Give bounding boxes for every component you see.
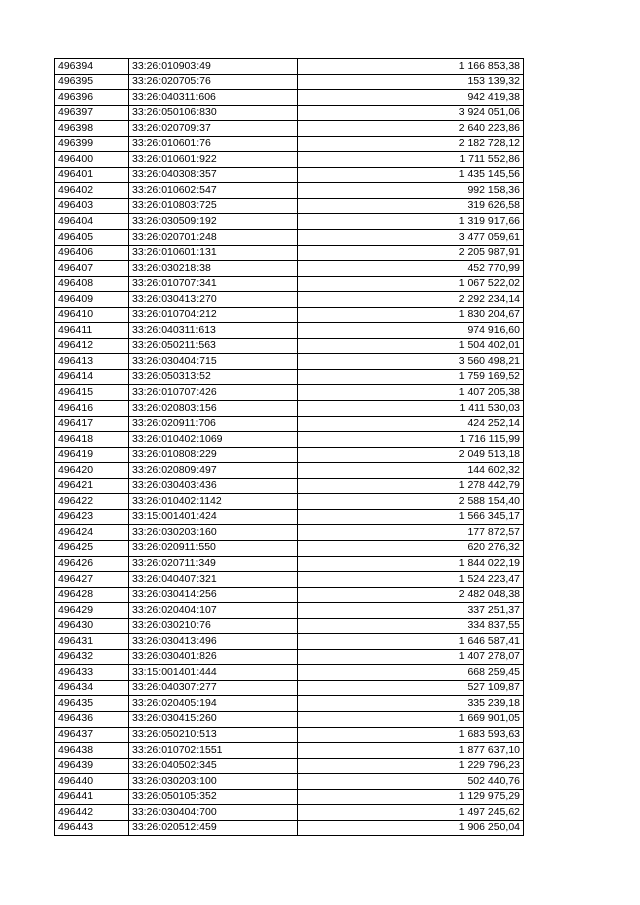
cadastral-number-cell: 33:26:050313:52 — [129, 369, 298, 385]
cadastral-value-cell: 527 109,87 — [298, 680, 524, 696]
row-number-cell: 496410 — [55, 307, 129, 323]
table-row — [55, 74, 524, 90]
table-row — [55, 121, 524, 137]
cadastral-value-cell: 974 916,60 — [298, 323, 524, 339]
table-row — [55, 680, 524, 696]
cadastral-number-cell: 33:26:030404:715 — [129, 354, 298, 370]
cadastral-value-cell: 2 588 154,40 — [298, 494, 524, 510]
table-row — [55, 789, 524, 805]
cadastral-number-cell: 33:26:010601:76 — [129, 136, 298, 152]
row-number-cell: 496442 — [55, 805, 129, 821]
cadastral-value-cell: 1 524 223,47 — [298, 572, 524, 588]
cadastral-value-cell: 1 906 250,04 — [298, 820, 524, 836]
table-row — [55, 323, 524, 339]
table-row — [55, 727, 524, 743]
row-number-cell: 496413 — [55, 354, 129, 370]
cadastral-number-cell: 33:26:050106:830 — [129, 105, 298, 121]
table-row — [55, 432, 524, 448]
cadastral-number-cell: 33:26:020404:107 — [129, 603, 298, 619]
table-body — [55, 59, 524, 836]
table-row — [55, 276, 524, 292]
table-row — [55, 183, 524, 199]
row-number-cell: 496403 — [55, 198, 129, 214]
cadastral-value-cell: 424 252,14 — [298, 416, 524, 432]
cadastral-number-cell: 33:26:020405:194 — [129, 696, 298, 712]
row-number-cell: 496438 — [55, 743, 129, 759]
cadastral-number-cell: 33:26:010601:131 — [129, 245, 298, 261]
cadastral-number-cell: 33:26:030414:256 — [129, 587, 298, 603]
cadastral-number-cell: 33:26:030509:192 — [129, 214, 298, 230]
row-number-cell: 496400 — [55, 152, 129, 168]
row-number-cell: 496418 — [55, 432, 129, 448]
cadastral-value-cell: 1 407 278,07 — [298, 649, 524, 665]
table-row — [55, 478, 524, 494]
table-row — [55, 603, 524, 619]
cadastral-number-cell: 33:26:030203:160 — [129, 525, 298, 541]
row-number-cell: 496408 — [55, 276, 129, 292]
table-row — [55, 136, 524, 152]
row-number-cell: 496421 — [55, 478, 129, 494]
row-number-cell: 496409 — [55, 292, 129, 308]
cadastral-value-cell: 177 872,57 — [298, 525, 524, 541]
row-number-cell: 496397 — [55, 105, 129, 121]
row-number-cell: 496417 — [55, 416, 129, 432]
cadastral-number-cell: 33:26:010803:725 — [129, 198, 298, 214]
cadastral-value-cell: 335 239,18 — [298, 696, 524, 712]
cadastral-value-cell: 1 407 205,38 — [298, 385, 524, 401]
row-number-cell: 496425 — [55, 540, 129, 556]
cadastral-number-cell: 33:26:020809:497 — [129, 463, 298, 479]
cadastral-number-cell: 33:26:020911:550 — [129, 540, 298, 556]
cadastral-value-cell: 1 067 522,02 — [298, 276, 524, 292]
cadastral-value-cell: 1 566 345,17 — [298, 509, 524, 525]
cadastral-number-cell: 33:26:040311:606 — [129, 90, 298, 106]
row-number-cell: 496398 — [55, 121, 129, 137]
cadastral-value-cell: 337 251,37 — [298, 603, 524, 619]
table-row — [55, 618, 524, 634]
cadastral-number-cell: 33:26:030401:826 — [129, 649, 298, 665]
cadastral-value-cell: 1 166 853,38 — [298, 59, 524, 75]
cadastral-number-cell: 33:26:010808:229 — [129, 447, 298, 463]
cadastral-number-cell: 33:26:040407:321 — [129, 572, 298, 588]
table-row — [55, 743, 524, 759]
cadastral-value-table — [54, 58, 524, 836]
row-number-cell: 496430 — [55, 618, 129, 634]
cadastral-value-cell: 1 435 145,56 — [298, 167, 524, 183]
table-row — [55, 540, 524, 556]
cadastral-number-cell: 33:26:010402:1142 — [129, 494, 298, 510]
cadastral-value-cell: 1 646 587,41 — [298, 634, 524, 650]
table-row — [55, 369, 524, 385]
row-number-cell: 496402 — [55, 183, 129, 199]
table-row — [55, 525, 524, 541]
row-number-cell: 496406 — [55, 245, 129, 261]
table-row — [55, 820, 524, 836]
cadastral-number-cell: 33:26:050105:352 — [129, 789, 298, 805]
table-row — [55, 401, 524, 417]
row-number-cell: 496415 — [55, 385, 129, 401]
cadastral-number-cell: 33:26:040502:345 — [129, 758, 298, 774]
cadastral-number-cell: 33:26:030203:100 — [129, 774, 298, 790]
cadastral-value-cell: 3 924 051,06 — [298, 105, 524, 121]
cadastral-number-cell: 33:26:030413:496 — [129, 634, 298, 650]
table-row — [55, 758, 524, 774]
cadastral-number-cell: 33:26:030413:270 — [129, 292, 298, 308]
table-row — [55, 509, 524, 525]
cadastral-value-cell: 1 129 975,29 — [298, 789, 524, 805]
cadastral-number-cell: 33:26:050210:513 — [129, 727, 298, 743]
table-row — [55, 307, 524, 323]
table-row — [55, 167, 524, 183]
table-row — [55, 665, 524, 681]
cadastral-value-cell: 1 759 169,52 — [298, 369, 524, 385]
row-number-cell: 496432 — [55, 649, 129, 665]
cadastral-number-cell: 33:26:020711:349 — [129, 556, 298, 572]
cadastral-number-cell: 33:26:030415:260 — [129, 711, 298, 727]
cadastral-number-cell: 33:26:040308:357 — [129, 167, 298, 183]
cadastral-number-cell: 33:26:040311:613 — [129, 323, 298, 339]
table-row — [55, 198, 524, 214]
cadastral-number-cell: 33:26:020709:37 — [129, 121, 298, 137]
cadastral-value-cell: 3 477 059,61 — [298, 230, 524, 246]
cadastral-value-cell: 1 711 552,86 — [298, 152, 524, 168]
row-number-cell: 496395 — [55, 74, 129, 90]
cadastral-number-cell: 33:26:030210:76 — [129, 618, 298, 634]
row-number-cell: 496434 — [55, 680, 129, 696]
cadastral-value-cell: 2 182 728,12 — [298, 136, 524, 152]
table-row — [55, 152, 524, 168]
table-row — [55, 696, 524, 712]
cadastral-value-cell: 2 482 048,38 — [298, 587, 524, 603]
cadastral-value-cell: 992 158,36 — [298, 183, 524, 199]
row-number-cell: 496412 — [55, 338, 129, 354]
row-number-cell: 496423 — [55, 509, 129, 525]
row-number-cell: 496424 — [55, 525, 129, 541]
cadastral-value-cell: 334 837,55 — [298, 618, 524, 634]
cadastral-value-cell: 144 602,32 — [298, 463, 524, 479]
row-number-cell: 496436 — [55, 711, 129, 727]
cadastral-value-cell: 1 278 442,79 — [298, 478, 524, 494]
row-number-cell: 496426 — [55, 556, 129, 572]
table-row — [55, 447, 524, 463]
row-number-cell: 496439 — [55, 758, 129, 774]
table-row — [55, 338, 524, 354]
row-number-cell: 496404 — [55, 214, 129, 230]
table-row — [55, 711, 524, 727]
cadastral-value-cell: 2 640 223,86 — [298, 121, 524, 137]
row-number-cell: 496441 — [55, 789, 129, 805]
table-row — [55, 572, 524, 588]
cadastral-value-cell: 1 683 593,63 — [298, 727, 524, 743]
table-row — [55, 90, 524, 106]
row-number-cell: 496396 — [55, 90, 129, 106]
table-row — [55, 214, 524, 230]
cadastral-value-cell: 3 560 498,21 — [298, 354, 524, 370]
row-number-cell: 496431 — [55, 634, 129, 650]
cadastral-value-cell: 942 419,38 — [298, 90, 524, 106]
cadastral-number-cell: 33:26:020701:248 — [129, 230, 298, 246]
row-number-cell: 496399 — [55, 136, 129, 152]
cadastral-value-cell: 319 626,58 — [298, 198, 524, 214]
table-row — [55, 230, 524, 246]
cadastral-value-cell: 1 830 204,67 — [298, 307, 524, 323]
cadastral-number-cell: 33:26:020911:706 — [129, 416, 298, 432]
cadastral-number-cell: 33:26:010704:212 — [129, 307, 298, 323]
cadastral-number-cell: 33:26:030404:700 — [129, 805, 298, 821]
cadastral-number-cell: 33:26:030218:38 — [129, 261, 298, 277]
cadastral-value-cell: 1 229 796,23 — [298, 758, 524, 774]
table-row — [55, 59, 524, 75]
row-number-cell: 496416 — [55, 401, 129, 417]
cadastral-number-cell: 33:26:010707:426 — [129, 385, 298, 401]
cadastral-value-cell: 153 139,32 — [298, 74, 524, 90]
cadastral-value-cell: 1 669 901,05 — [298, 711, 524, 727]
cadastral-value-cell: 1 411 530,03 — [298, 401, 524, 417]
cadastral-value-cell: 1 844 022,19 — [298, 556, 524, 572]
cadastral-value-cell: 668 259,45 — [298, 665, 524, 681]
cadastral-value-cell: 502 440,76 — [298, 774, 524, 790]
table-row — [55, 261, 524, 277]
cadastral-value-cell: 2 205 987,91 — [298, 245, 524, 261]
cadastral-number-cell: 33:15:001401:424 — [129, 509, 298, 525]
row-number-cell: 496433 — [55, 665, 129, 681]
table-row — [55, 774, 524, 790]
cadastral-value-cell: 1 504 402,01 — [298, 338, 524, 354]
row-number-cell: 496422 — [55, 494, 129, 510]
row-number-cell: 496437 — [55, 727, 129, 743]
table-row — [55, 634, 524, 650]
cadastral-number-cell: 33:26:010602:547 — [129, 183, 298, 199]
table-row — [55, 556, 524, 572]
row-number-cell: 496414 — [55, 369, 129, 385]
cadastral-value-cell: 1 319 917,66 — [298, 214, 524, 230]
row-number-cell: 496428 — [55, 587, 129, 603]
cadastral-number-cell: 33:26:040307:277 — [129, 680, 298, 696]
table-row — [55, 805, 524, 821]
cadastral-number-cell: 33:26:030403:436 — [129, 478, 298, 494]
cadastral-number-cell: 33:26:050211:563 — [129, 338, 298, 354]
row-number-cell: 496401 — [55, 167, 129, 183]
cadastral-number-cell: 33:15:001401:444 — [129, 665, 298, 681]
cadastral-number-cell: 33:26:010702:1551 — [129, 743, 298, 759]
cadastral-value-cell: 2 049 513,18 — [298, 447, 524, 463]
cadastral-number-cell: 33:26:010707:341 — [129, 276, 298, 292]
row-number-cell: 496429 — [55, 603, 129, 619]
cadastral-value-cell: 1 497 245,62 — [298, 805, 524, 821]
row-number-cell: 496427 — [55, 572, 129, 588]
cadastral-number-cell: 33:26:020705:76 — [129, 74, 298, 90]
table-row — [55, 354, 524, 370]
row-number-cell: 496419 — [55, 447, 129, 463]
cadastral-value-cell: 620 276,32 — [298, 540, 524, 556]
cadastral-value-cell: 1 716 115,99 — [298, 432, 524, 448]
table-row — [55, 416, 524, 432]
row-number-cell: 496394 — [55, 59, 129, 75]
table-row — [55, 385, 524, 401]
cadastral-number-cell: 33:26:020803:156 — [129, 401, 298, 417]
cadastral-value-cell: 1 877 637,10 — [298, 743, 524, 759]
table-row — [55, 245, 524, 261]
row-number-cell: 496440 — [55, 774, 129, 790]
row-number-cell: 496407 — [55, 261, 129, 277]
table-row — [55, 587, 524, 603]
row-number-cell: 496420 — [55, 463, 129, 479]
cadastral-number-cell: 33:26:010903:49 — [129, 59, 298, 75]
row-number-cell: 496443 — [55, 820, 129, 836]
table-row — [55, 649, 524, 665]
row-number-cell: 496411 — [55, 323, 129, 339]
cadastral-number-cell: 33:26:010402:1069 — [129, 432, 298, 448]
cadastral-number-cell: 33:26:010601:922 — [129, 152, 298, 168]
cadastral-number-cell: 33:26:020512:459 — [129, 820, 298, 836]
cadastral-value-cell: 2 292 234,14 — [298, 292, 524, 308]
table-row — [55, 494, 524, 510]
row-number-cell: 496435 — [55, 696, 129, 712]
table-row — [55, 292, 524, 308]
cadastral-value-cell: 452 770,99 — [298, 261, 524, 277]
row-number-cell: 496405 — [55, 230, 129, 246]
table-row — [55, 105, 524, 121]
table-row — [55, 463, 524, 479]
